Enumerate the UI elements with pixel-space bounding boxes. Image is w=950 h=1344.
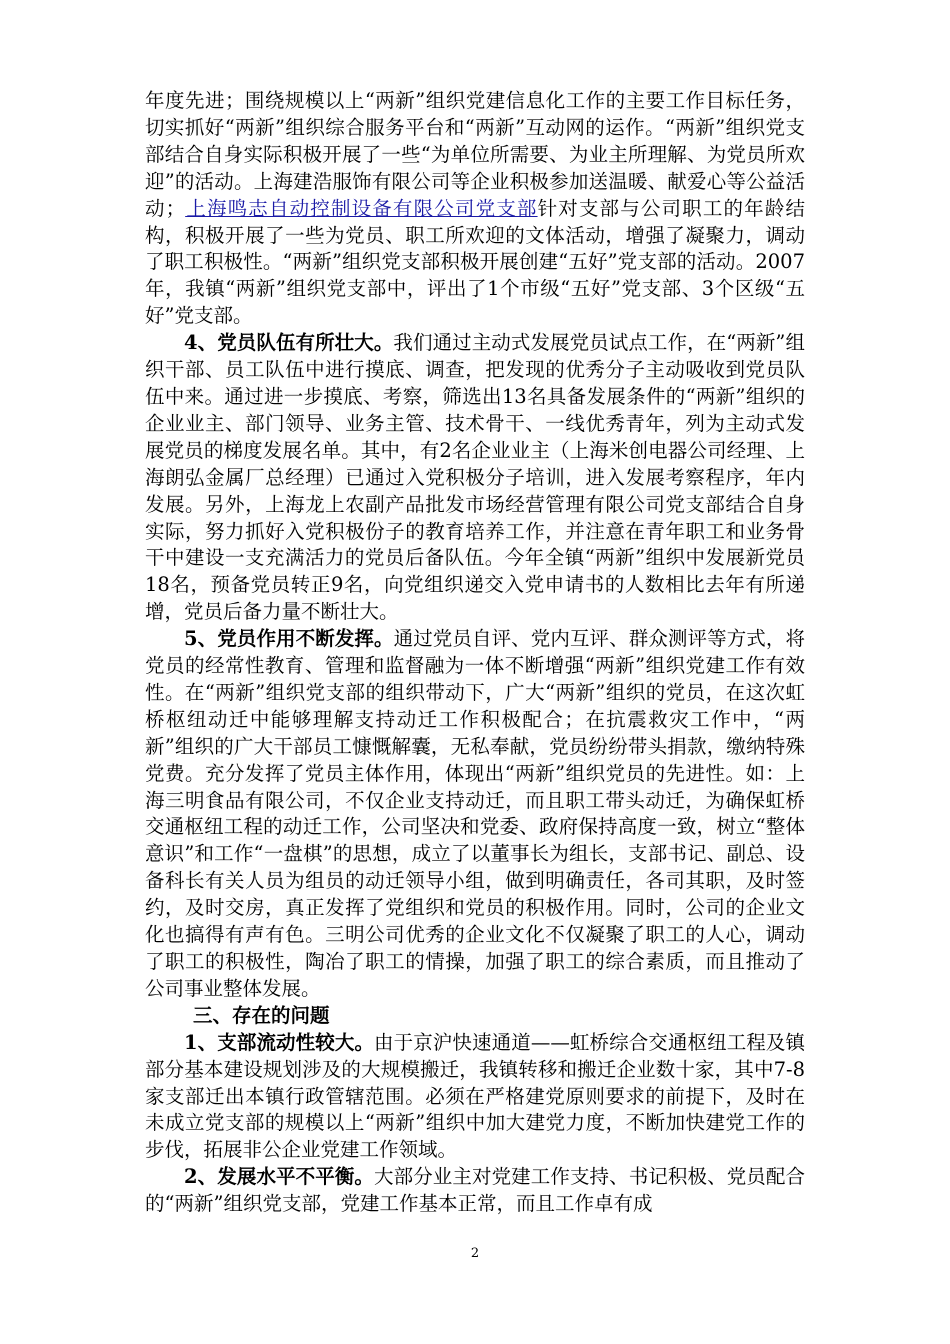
section-4-title: 4、党员队伍有所壮大。	[184, 331, 394, 355]
paragraph-section-4	[145, 330, 805, 626]
paragraph-text: 针对支部与公司职工的年龄结构，积极开展了一些为党员、职工所欢迎的文体活动，增强了凝聚力，调动了职工积极性。“两新”组织党支部积极开展创建“五好”党支部的活动。2007年，我镇“两新”组织党支部中，评出了1个市级“五好”党支部、3个区级“五好”党支部。	[145, 196, 805, 328]
page-number: 2	[470, 1246, 480, 1261]
section-4-text: 我们通过主动式发展党员试点工作，在“两新”组织干部、员工队伍中进行摸底、调查，把发现的优秀分子主动吸收到党员队伍中来。通过进一步摸底、考察，筛选出13名具备发展条件的“两新”组织的企业业主、部门领导、业务主管、技术骨干、一线优秀青年，列为主动式发展党员的梯度发展名单。其中，有2名企业业主（上海米创电器公司经理、上海朗弘金属厂总经理）已通过入党积极分子培训，进入发展考察程序，年内发展。另外，上海龙上农副产品批发市场经营管理有限公司党支部结合自身实际，努力抓好入党积极份子的教育培养工作，并注意在青年职工和业务骨干中建设一支充满活力的党员后备队伍。今年全镇“两新”组织中发展新党员18名，预备党员转正9名，向党组织递交入党申请书的人数相比去年有所递增，党员后备力量不断壮大。	[145, 331, 805, 624]
paragraph-intro	[145, 88, 805, 330]
problem-1-title: 1、支部流动性较大。	[184, 1030, 375, 1054]
section-5-title: 5、党员作用不断发挥。	[184, 627, 394, 651]
paragraph-text: 年度先进；围绕规模以上“两新”组织党建信息化工作的主要工作目标任务，切实抓好“两新”组织综合服务平台和“两新”互动网的运作。“两新”组织党支部结合自身实际积极开展了一些“为单位所需要、为业主所理解、为党员所欢迎”的活动。上海建浩服饰有限公司等企业积极参加送温暖、献爱心等公益活动；	[145, 89, 805, 220]
problem-1-text: 由于京沪快速通道——虹桥综合交通枢纽工程及镇部分基本建设规划涉及的大规模搬迁，我镇转移和搬迁企业数十家，其中7-8家支部迁出本镇行政管辖范围。必须在严格建党原则要求的前提下，及时在未成立党支部的规模以上“两新”组织中加大建党力度，不断加快建党工作的步伐，拓展非公企业党建工作领域。	[145, 1030, 805, 1162]
paragraph-problem-2	[145, 1164, 805, 1218]
document-body	[145, 88, 805, 1218]
section-3-heading: 三、存在的问题	[193, 1003, 330, 1027]
section-5-text: 通过党员自评、党内互评、群众测评等方式，将党员的经常性教育、管理和监督融为一体不断增强“两新”组织党建工作有效性。在“两新”组织党支部的组织带动下，广大“两新”组织的党员，在这次虹桥枢纽动迁中能够理解支持动迁工作积极配合；在抗震救灾工作中，“两新”组织的广大干部员工慷慨解囊，无私奉献，党员纷纷带头捐款，缴纳特殊党费。充分发挥了党员主体作用，体现出“两新”组织党员的先进性。如：上海三明食品有限公司，不仅企业支持动迁，而且职工带头动迁，为确保虹桥交通枢纽工程的动迁工作，公司坚决和党委、政府保持高度一致，树立“整体意识”和工作“一盘棋”的思想，成立了以董事长为组长，支部书记、副总、设备科长有关人员为组员的动迁领导小组，做到明确责任，各司其职，及时签约，及时交房，真正发挥了党组织和党员的积极作用。同时，公司的企业文化也搞得有声有色。三明公司优秀的企业文化不仅凝聚了职工的人心，调动了职工的积极性，陶冶了职工的情操，加强了职工的综合素质，而且推动了公司事业整体发展。	[145, 627, 805, 1000]
paragraph-section-5	[145, 626, 805, 1003]
company-link[interactable]: 上海鸣志自动控制设备有限公司党支部	[185, 196, 538, 220]
paragraph-problem-1	[145, 1030, 805, 1165]
problem-2-title: 2、发展水平不平衡。	[184, 1165, 375, 1189]
problem-2-text: 大部分业主对党建工作支持、书记积极、党员配合的“两新”组织党支部，党建工作基本正常，而且工作卓有成	[145, 1165, 805, 1216]
